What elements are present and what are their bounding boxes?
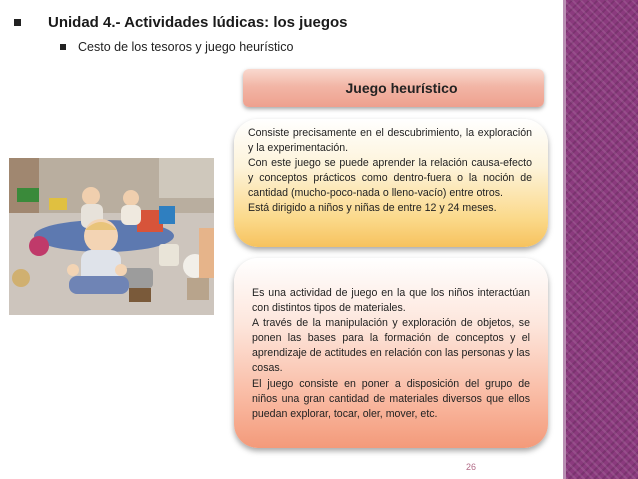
slide-subheading: Cesto de los tesoros y juego heurístico bbox=[78, 40, 294, 54]
decorative-side-band bbox=[566, 0, 638, 479]
square-bullet-icon bbox=[60, 44, 66, 50]
box2-line-3: El juego consiste en poner a disposición del grupo de niños una gran cantidad de materiales diversos que ellos puedan explorar, tocar, oler, mover, etc. bbox=[252, 377, 530, 420]
title-box bbox=[243, 69, 544, 107]
photo-illustration bbox=[9, 158, 214, 315]
box1-line-2: Con este juego se puede aprender la relación causa-efecto y conceptos prácticos como dentro-fuera o la noción de cantidad (mucho-poco-nada o lleno-vacío) entre otros. bbox=[248, 157, 532, 200]
subheading-bullet bbox=[60, 40, 293, 54]
box2-line-1: Es una actividad de juego en la que los niños interactúan con distintos tipos de materiales. bbox=[252, 287, 530, 315]
heading-bullet bbox=[14, 14, 348, 31]
description-box-2 bbox=[234, 258, 548, 448]
slide-heading: Unidad 4.- Actividades lúdicas: los juegos bbox=[48, 14, 348, 31]
children-playing-photo bbox=[9, 158, 214, 315]
square-bullet-icon bbox=[14, 19, 21, 26]
box1-line-1: Consiste precisamente en el descubrimiento, la exploración y la experimentación. bbox=[248, 127, 532, 155]
slide-title: Juego heurístico bbox=[345, 80, 458, 96]
page-number: 26 bbox=[466, 462, 477, 472]
box2-line-2: A través de la manipulación y exploración de objetos, se ponen las bases para la formación de conceptos y el aprendizaje de actitudes en relación con las personas y las cosas. bbox=[252, 317, 530, 375]
description-box-1 bbox=[234, 119, 548, 247]
box1-line-3: Está dirigido a niños y niñas de entre 12 y 24 meses. bbox=[248, 202, 497, 215]
